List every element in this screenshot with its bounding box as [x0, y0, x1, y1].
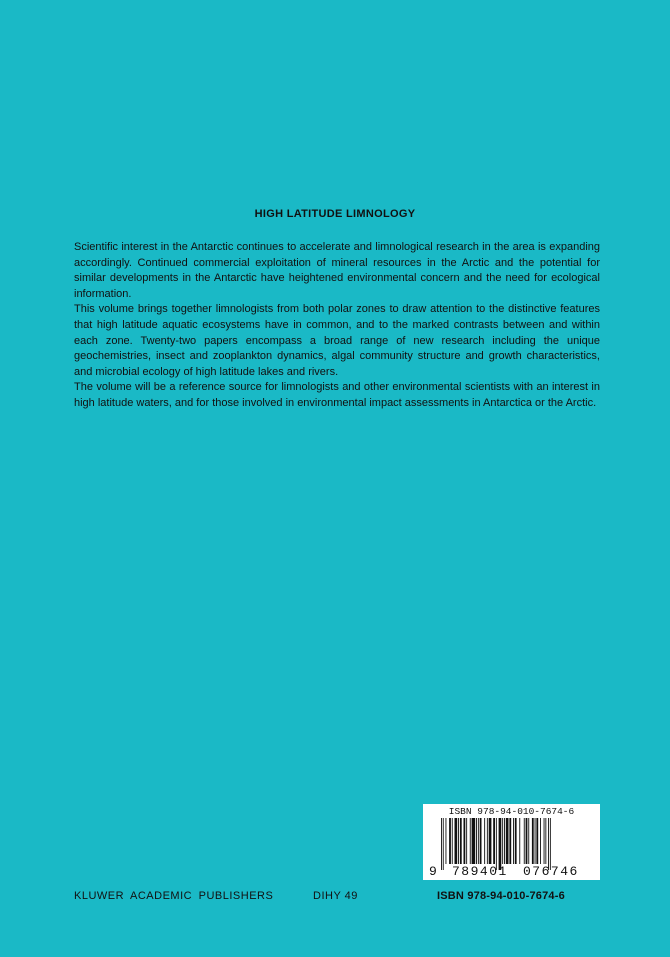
barcode-bar: [484, 818, 485, 864]
barcode-bar: [449, 818, 451, 864]
barcode-bars: [441, 818, 583, 870]
barcode-bar: [526, 818, 528, 864]
barcode-left-digits: 789401: [452, 864, 508, 879]
blurb: [74, 240, 600, 412]
barcode-bar: [506, 818, 509, 864]
barcode-bar: [460, 818, 462, 864]
barcode-bar: [519, 818, 520, 864]
barcode-bar: [499, 818, 502, 870]
barcode-bar: [472, 818, 476, 864]
blurb-paragraph: This volume brings together limnologists from both polar zones to draw attention to the distinctive features that high latitude aquatic ecosystems have in common, and to the marked contrasts between and within each zone. Twenty-two papers encompass a broad range of new research including the unique geochemistries, insect and zooplankton dynamics, algal community structure and growth characteristics, and microbial ecology of high latitude lakes and rivers.: [74, 303, 600, 378]
barcode-bar: [476, 818, 477, 864]
barcode-bar: [487, 818, 488, 864]
barcode-first-digit: 9: [429, 864, 437, 879]
isbn-label: ISBN 978-94-010-7674-6: [437, 890, 565, 902]
barcode-bar: [504, 818, 505, 864]
barcode-bar: [544, 818, 545, 864]
barcode-bar: [441, 818, 442, 870]
barcode-bar: [513, 818, 514, 864]
barcode-bar: [464, 818, 466, 864]
barcode-bar: [489, 818, 492, 864]
barcode-bar: [478, 818, 479, 864]
publisher-name: KLUWER ACADEMIC PUBLISHERS: [74, 890, 274, 902]
barcode-bar: [509, 818, 511, 864]
barcode-bar: [532, 818, 534, 864]
barcode-bar: [528, 818, 529, 864]
isbn-barcode: [423, 804, 600, 880]
blurb-paragraph: The volume will be a reference source for limnologists and other environmental scientists with an interest in high latitude waters, and for those involved in environmental impact assessments in Antarctica or the Arctic.: [74, 381, 600, 409]
barcode-bar: [452, 818, 453, 864]
book-title: HIGH LATITUDE LIMNOLOGY: [254, 208, 416, 220]
barcode-bar: [540, 818, 541, 864]
barcode-isbn-text: ISBN 978-94-010-7674-6: [448, 806, 575, 817]
barcode-bar: [455, 818, 458, 864]
barcode-bar: [443, 818, 444, 870]
series-code: DIHY 49: [313, 890, 358, 902]
barcode-bar: [502, 818, 503, 864]
barcode-bar: [466, 818, 467, 864]
barcode-bar: [470, 818, 471, 864]
barcode-bar: [480, 818, 482, 864]
barcode-bar: [535, 818, 536, 864]
barcode-bar: [496, 818, 497, 870]
blurb-paragraph: Scientific interest in the Antarctic continues to accelerate and limnological research in the area is expanding accordingly. Continued commercial exploitation of mineral resources in the Arctic and the potential for similar developments in the Antarctic have heightened environmental concern and the need for ecological information.: [74, 241, 600, 300]
barcode-bar: [536, 818, 538, 864]
barcode-bar: [493, 818, 495, 864]
barcode-right-digits: 076746: [523, 864, 579, 879]
barcode-bar: [550, 818, 551, 870]
barcode-bar: [548, 818, 549, 870]
barcode-bar: [515, 818, 517, 864]
barcode-bar: [446, 818, 447, 864]
barcode-bar: [458, 818, 459, 864]
barcode-bar: [545, 818, 546, 864]
barcode-bar: [524, 818, 525, 864]
